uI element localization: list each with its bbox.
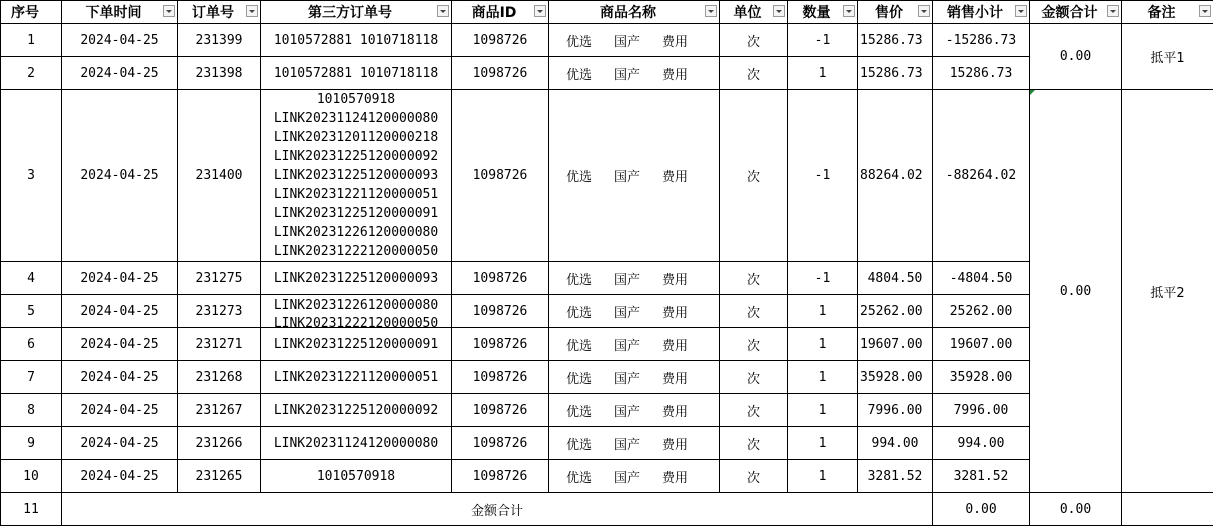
cell-qty[interactable]: 1 [788,394,858,427]
cell-product-id[interactable]: 1098726 [452,394,549,427]
filter-dropdown-icon[interactable] [1107,5,1119,17]
filter-dropdown-icon[interactable] [918,5,930,17]
cell-unit[interactable]: 次 [720,361,788,394]
cell-product-id[interactable]: 1098726 [452,57,549,90]
cell-product-id[interactable]: 1098726 [452,24,549,57]
cell-qty[interactable]: 1 [788,361,858,394]
header-cell-subtotal: 销售小计 [933,1,1030,24]
cell-seq[interactable]: 11 [1,493,62,526]
cell-date[interactable]: 2024-04-25 [62,361,178,394]
cell-price[interactable]: 3281.52 [858,460,933,493]
cell-price[interactable]: 35928.00 [858,361,933,394]
cell-third-order[interactable]: 1010572881 1010718118 [261,24,452,57]
header-cell-product-id: 商品ID [452,1,549,24]
cell-unit[interactable]: 次 [720,262,788,295]
cell-group-total[interactable]: 0.00 [1030,24,1122,90]
cell-product-id[interactable]: 1098726 [452,361,549,394]
filter-dropdown-icon[interactable] [705,5,717,17]
cell-order[interactable]: 231273 [178,295,261,328]
filter-dropdown-icon[interactable] [1199,5,1211,17]
cell-price[interactable]: 15286.73 [858,24,933,57]
cell-product-id[interactable]: 1098726 [452,90,549,262]
cell-subtotal[interactable]: 3281.52 [933,460,1030,493]
cell-seq[interactable]: 8 [1,394,62,427]
cell-third-order[interactable]: 1010572881 1010718118 [261,57,452,90]
cell-seq[interactable]: 9 [1,427,62,460]
cell-unit[interactable]: 次 [720,328,788,361]
header-cell-unit: 单位 [720,1,788,24]
header-cell-product-name: 商品名称 [549,1,720,24]
cell-product-name[interactable]: 优选 国产 费用 [549,361,720,394]
cell-seq[interactable]: 1 [1,24,62,57]
cell-group-total[interactable]: 0.00 [1030,90,1122,493]
cell-qty[interactable]: 1 [788,427,858,460]
cell-date[interactable]: 2024-04-25 [62,427,178,460]
cell-subtotal[interactable]: 994.00 [933,427,1030,460]
cell-price[interactable]: 4804.50 [858,262,933,295]
filter-dropdown-icon[interactable] [1015,5,1027,17]
cell-group-note[interactable]: 抵平2 [1122,90,1213,493]
cell-product-name[interactable]: 优选 国产 费用 [549,24,720,57]
cell-product-id[interactable]: 1098726 [452,262,549,295]
cell-qty[interactable]: 1 [788,295,858,328]
cell-qty[interactable]: -1 [788,262,858,295]
cell-qty[interactable]: -1 [788,90,858,262]
cell-product-name[interactable]: 优选 国产 费用 [549,262,720,295]
cell-price[interactable]: 25262.00 [858,295,933,328]
cell-date[interactable]: 2024-04-25 [62,57,178,90]
cell-third-order[interactable]: LINK20231226120000080 LINK20231222120000050 [261,295,452,328]
cell-order[interactable]: 231275 [178,262,261,295]
cell-seq[interactable]: 2 [1,57,62,90]
header-cell-date: 下单时间 [62,1,178,24]
cell-third-order[interactable]: LINK20231225120000092 [261,394,452,427]
cell-third-order[interactable]: LINK20231221120000051 [261,361,452,394]
cell-price[interactable]: 88264.02 [858,90,933,262]
cell-date[interactable]: 2024-04-25 [62,90,178,262]
cell-order[interactable]: 231271 [178,328,261,361]
cell-product-name[interactable]: 优选 国产 费用 [549,460,720,493]
cell-price[interactable]: 15286.73 [858,57,933,90]
cell-price[interactable]: 19607.00 [858,328,933,361]
cell-subtotal[interactable]: 7996.00 [933,394,1030,427]
cell-total-label[interactable]: 金额合计 [62,493,933,526]
table-row [1,24,1213,57]
cell-date[interactable]: 2024-04-25 [62,460,178,493]
header-cell-total: 金额合计 [1030,1,1122,24]
cell-product-id[interactable]: 1098726 [452,427,549,460]
cell-subtotal[interactable]: 15286.73 [933,57,1030,90]
filter-dropdown-icon[interactable] [437,5,449,17]
table-row [1,90,1213,262]
cell-date[interactable]: 2024-04-25 [62,24,178,57]
cell-order[interactable]: 231267 [178,394,261,427]
filter-dropdown-icon[interactable] [534,5,546,17]
cell-seq[interactable]: 6 [1,328,62,361]
header-cell-note: 备注 [1122,1,1213,24]
cell-seq[interactable]: 3 [1,90,62,262]
cell-qty[interactable]: 1 [788,460,858,493]
cell-subtotal[interactable]: -15286.73 [933,24,1030,57]
cell-seq[interactable]: 7 [1,361,62,394]
cell-unit[interactable]: 次 [720,90,788,262]
cell-subtotal[interactable]: 35928.00 [933,361,1030,394]
cell-qty[interactable]: 1 [788,57,858,90]
cell-product-id[interactable]: 1098726 [452,460,549,493]
cell-third-order[interactable]: 1010570918 [261,460,452,493]
cell-order[interactable]: 231399 [178,24,261,57]
filter-dropdown-icon[interactable] [843,5,855,17]
cell-product-name[interactable]: 优选 国产 费用 [549,394,720,427]
cell-group-note[interactable]: 抵平1 [1122,24,1213,90]
cell-order[interactable]: 231266 [178,427,261,460]
cell-date[interactable]: 2024-04-25 [62,295,178,328]
cell-price[interactable]: 7996.00 [858,394,933,427]
cell-date[interactable]: 2024-04-25 [62,262,178,295]
cell-order[interactable]: 231400 [178,90,261,262]
cell-subtotal[interactable]: -4804.50 [933,262,1030,295]
header-row [1,1,1213,24]
cell-product-name[interactable]: 优选 国产 费用 [549,90,720,262]
header-cell-seq: 序号 [1,1,62,24]
cell-unit[interactable]: 次 [720,24,788,57]
cell-subtotal-sum[interactable]: 0.00 [933,493,1030,526]
cell-third-order[interactable]: LINK20231225120000091 [261,328,452,361]
header-cell-price: 售价 [858,1,933,24]
cell-third-order[interactable]: LINK20231225120000093 [261,262,452,295]
cell-subtotal[interactable]: 25262.00 [933,295,1030,328]
header-cell-qty: 数量 [788,1,858,24]
cell-seq[interactable]: 10 [1,460,62,493]
cell-product-name[interactable]: 优选 国产 费用 [549,295,720,328]
cell-unit[interactable]: 次 [720,295,788,328]
cell-order[interactable]: 231268 [178,361,261,394]
cell-third-order[interactable]: 1010570918 LINK20231124120000080 LINK20231201120000218 LINK20231225120000092 LINK20231225120000093 LINK20231221120000051 LINK20231225120000091 LINK20231226120000080 LINK20231222120000050 [261,90,452,262]
cell-seq[interactable]: 5 [1,295,62,328]
filter-dropdown-icon[interactable] [773,5,785,17]
cell-subtotal[interactable]: -88264.02 [933,90,1030,262]
cell-product-id[interactable]: 1098726 [452,295,549,328]
cell-product-name[interactable]: 优选 国产 费用 [549,57,720,90]
cell-product-name[interactable]: 优选 国产 费用 [549,328,720,361]
filter-dropdown-icon[interactable] [163,5,175,17]
cell-date[interactable]: 2024-04-25 [62,394,178,427]
cell-price[interactable]: 994.00 [858,427,933,460]
cell-unit[interactable]: 次 [720,57,788,90]
cell-unit[interactable]: 次 [720,460,788,493]
cell-seq[interactable]: 4 [1,262,62,295]
cell-qty[interactable]: 1 [788,328,858,361]
cell-order[interactable]: 231398 [178,57,261,90]
header-cell-order: 订单号 [178,1,261,24]
cell-unit[interactable]: 次 [720,394,788,427]
cell-order[interactable]: 231265 [178,460,261,493]
header-cell-third-order: 第三方订单号 [261,1,452,24]
cell-subtotal[interactable]: 19607.00 [933,328,1030,361]
cell-qty[interactable]: -1 [788,24,858,57]
cell-third-order[interactable]: LINK20231124120000080 [261,427,452,460]
cell-unit[interactable]: 次 [720,427,788,460]
cell-date[interactable]: 2024-04-25 [62,328,178,361]
cell-product-id[interactable]: 1098726 [452,328,549,361]
filter-dropdown-icon[interactable] [246,5,258,17]
cell-total-sum[interactable]: 0.00 [1030,493,1122,526]
comment-flag-icon [1030,90,1035,95]
total-row [1,493,1213,526]
cell-product-name[interactable]: 优选 国产 费用 [549,427,720,460]
cell-note[interactable] [1122,493,1213,526]
